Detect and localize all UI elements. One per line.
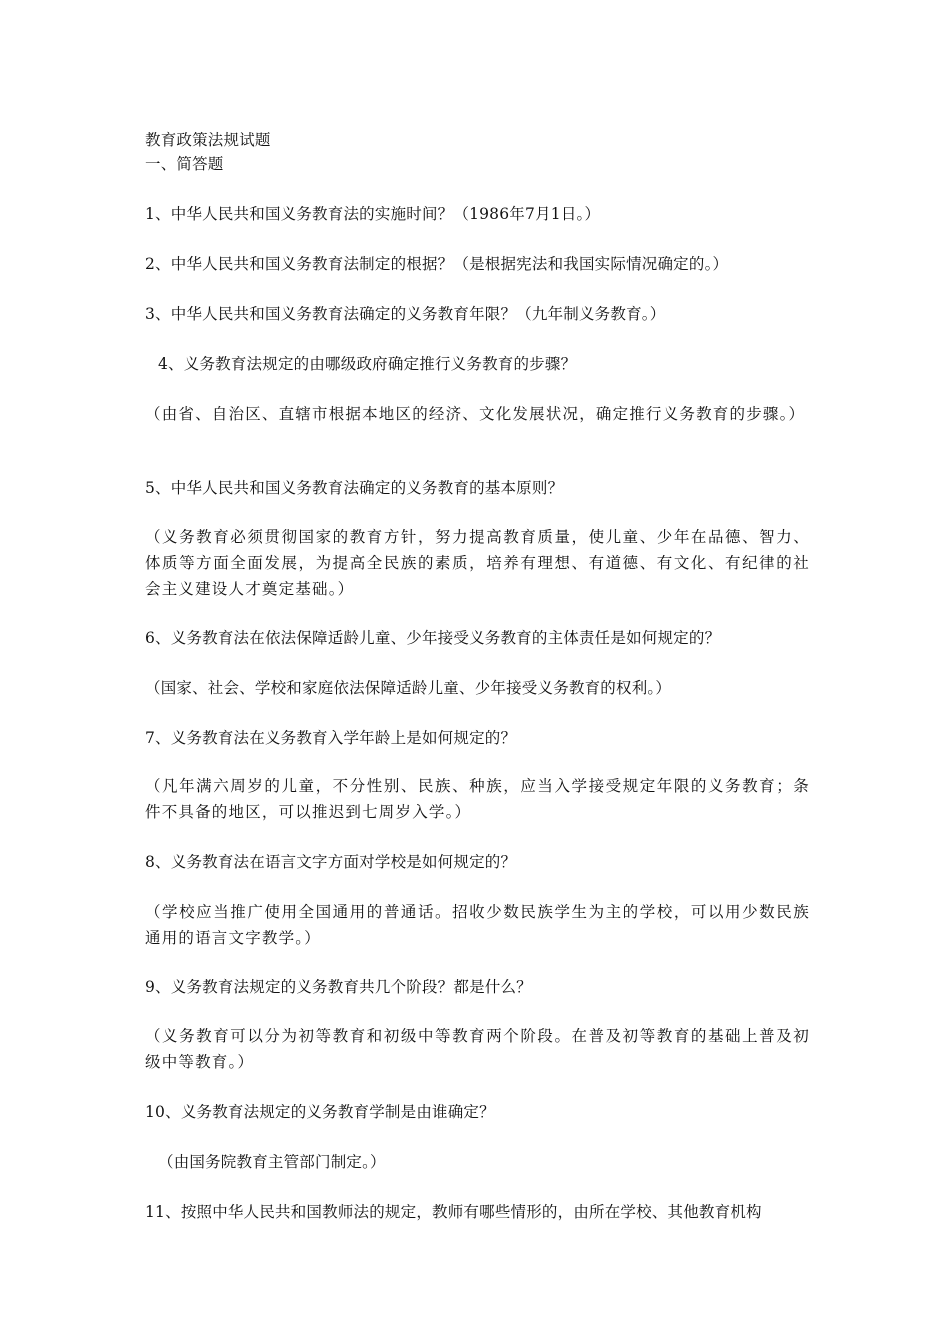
answer-8: （学校应当推广使用全国通用的普通话。招收少数民族学生为主的学校，可以用少数民族通用的语言文字教学。）	[145, 903, 810, 947]
question-11: 11、按照中华人民共和国教师法的规定，教师有哪些情形的，由所在学校、其他教育机构	[145, 1203, 762, 1221]
question-8: 8、义务教育法在语言文字方面对学校是如何规定的？	[145, 853, 517, 871]
document-title: 教育政策法规试题	[145, 131, 271, 149]
question-4: 4、义务教育法规定的由哪级政府确定推行义务教育的步骤？	[158, 355, 577, 373]
answer-10: （由国务院教育主管部门制定。）	[158, 1153, 386, 1171]
answer-5: （义务教育必须贯彻国家的教育方针，努力提高教育质量，使儿童、少年在品德、智力、体质等方面全面发展，为提高全民族的素质，培养有理想、有道德、有文化、有纪律的社会主义建设人才奠定基础。）	[145, 528, 810, 598]
question-6: 6、义务教育法在依法保障适龄儿童、少年接受义务教育的主体责任是如何规定的？	[145, 629, 721, 647]
question-9: 9、义务教育法规定的义务教育共几个阶段？都是什么？	[145, 978, 532, 996]
answer-7: （凡年满六周岁的儿童，不分性别、民族、种族，应当入学接受规定年限的义务教育；条件不具备的地区，可以推迟到七周岁入学。）	[145, 777, 810, 821]
question-1: 1、中华人民共和国义务教育法的实施时间？（1986年7月1日。）	[145, 205, 601, 223]
answer-9: （义务教育可以分为初等教育和初级中等教育两个阶段。在普及初等教育的基础上普及初级中等教育。）	[145, 1027, 810, 1071]
question-3: 3、中华人民共和国义务教育法确定的义务教育年限？（九年制义务教育。）	[145, 305, 666, 323]
answer-6: （国家、社会、学校和家庭依法保障适龄儿童、少年接受义务教育的权利。）	[145, 679, 672, 697]
section-heading: 一、简答题	[145, 155, 224, 173]
question-10: 10、义务教育法规定的义务教育学制是由谁确定？	[145, 1103, 495, 1121]
question-5: 5、中华人民共和国义务教育法确定的义务教育的基本原则？	[145, 479, 564, 497]
question-7: 7、义务教育法在义务教育入学年龄上是如何规定的？	[145, 729, 517, 747]
question-2: 2、中华人民共和国义务教育法制定的根据？（是根据宪法和我国实际情况确定的。）	[145, 255, 729, 273]
answer-4: （由省、自治区、直辖市根据本地区的经济、文化发展状况，确定推行义务教育的步骤。）	[145, 405, 806, 423]
